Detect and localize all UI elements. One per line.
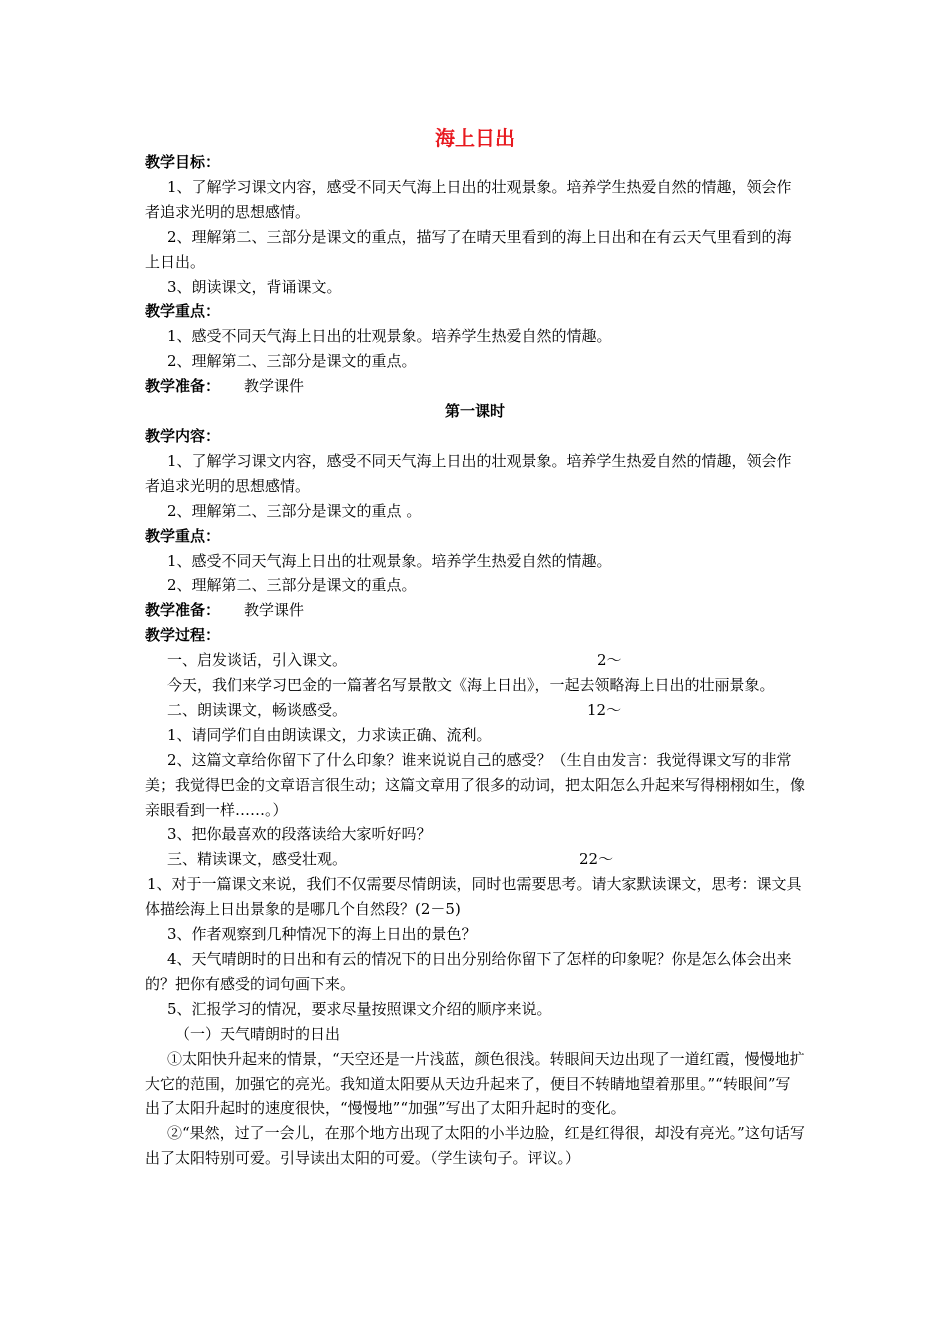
section-heading-preparation-2: [145, 598, 805, 623]
process-step-text: 二、朗读课文，畅谈感受。: [167, 700, 348, 719]
process-step-text: 一、启发谈话，引入课文。: [167, 651, 348, 670]
key-point-item: 1、感受不同天气海上日出的壮观景象。培养学生热爱自然的情趣。: [167, 551, 612, 570]
paragraph: 2、这篇文章给你留下了什么印象？谁来说说自己的感受？（生自由发言：我觉得课文写的非常美；我觉得巴金的文章语言很生动；这篇文章用了很多的动词，把太阳怎么升起来写得栩栩如生，像亲眼看到一样……。）: [145, 750, 806, 819]
process-step: [145, 648, 805, 673]
objective-item: 1、了解学习课文内容，感受不同天气海上日出的壮观景象。培养学生热爱自然的情趣，领会作者追求光明的思想感情。: [145, 177, 792, 221]
preparation-label: 教学准备：: [145, 601, 221, 620]
process-step-time: 2～: [597, 651, 622, 670]
section-heading-key-points: 教学重点：: [145, 302, 221, 321]
process-step-text: 三、精读课文，感受壮观。: [167, 850, 348, 869]
section-heading-process: 教学过程：: [145, 626, 221, 645]
paragraph: 3、把你最喜欢的段落读给大家听好吗？: [167, 825, 432, 844]
process-step-time: 22～: [579, 850, 614, 869]
section-heading-key-points-2: 教学重点：: [145, 526, 221, 545]
content-item: 2、理解第二、三部分是课文的重点 。: [167, 501, 422, 520]
subheading: （一）天气晴朗时的日出: [175, 1024, 341, 1043]
paragraph: 1、请同学们自由朗读课文，力求读正确、流利。: [167, 725, 492, 744]
paragraph: ②“果然，过了一会儿，在那个地方出现了太阳的小半边脸，红是红得很，却没有亮光。”这句话写出了太阳特别可爱。引导读出太阳的可爱。（学生读句子。评议。）: [145, 1124, 805, 1168]
preparation-value: 教学课件: [244, 377, 305, 396]
preparation-label: 教学准备：: [145, 377, 221, 396]
key-point-item: 2、理解第二、三部分是课文的重点。: [167, 576, 417, 595]
page-title: 海上日出: [435, 126, 515, 150]
objective-item: 3、朗读课文，背诵课文。: [167, 277, 342, 296]
paragraph: 今天，我们来学习巴金的一篇著名写景散文《海上日出》，一起去领略海上日出的壮丽景象。: [167, 676, 775, 695]
section-heading-objectives: 教学目标：: [145, 153, 221, 171]
paragraph: 4、天气晴朗时的日出和有云的情况下的日出分别给你留下了怎样的印象呢？你是怎么体会出来的？把你有感受的词句画下来。: [145, 950, 792, 993]
document-body: [145, 150, 805, 1171]
content-item: 1、了解学习课文内容，感受不同天气海上日出的壮观景象。培养学生热爱自然的情趣，领会作者追求光明的思想感情。: [145, 451, 792, 495]
paragraph: 5、汇报学习的情况，要求尽量按照课文介绍的顺序来说。: [167, 999, 552, 1018]
section-heading-content: 教学内容：: [145, 426, 221, 445]
process-step-time: 12～: [587, 700, 622, 719]
key-point-item: 2、理解第二、三部分是课文的重点。: [167, 352, 417, 371]
lesson-title: 第一课时: [444, 402, 505, 421]
paragraph: 3、作者观察到几种情况下的海上日出的景色？: [167, 925, 477, 944]
key-point-item: 1、感受不同天气海上日出的壮观景象。培养学生热爱自然的情趣。: [167, 327, 612, 346]
process-step: [145, 698, 805, 723]
paragraph: ①太阳快升起来的情景，“天空还是一片浅蓝，颜色很浅。转眼间天边出现了一道红霞，慢慢地扩大它的范围，加强它的亮光。我知道太阳要从天边升起来了，便目不转睛地望着那里。”“转眼间”写出了太阳升起时的速度很快，“慢慢地”“加强”写出了太阳升起时的变化。: [145, 1049, 805, 1118]
section-heading-preparation: [145, 374, 805, 399]
process-step: [145, 847, 805, 872]
paragraph: 1、对于一篇课文来说，我们不仅需要尽情朗读，同时也需要思考。请大家默读课文，思考：课文具体描绘海上日出景象的是哪几个自然段？(2－5): [145, 875, 802, 919]
preparation-value: 教学课件: [244, 601, 305, 620]
objective-item: 2、理解第二、三部分是课文的重点，描写了在晴天里看到的海上日出和在有云天气里看到的海上日出。: [145, 227, 792, 271]
